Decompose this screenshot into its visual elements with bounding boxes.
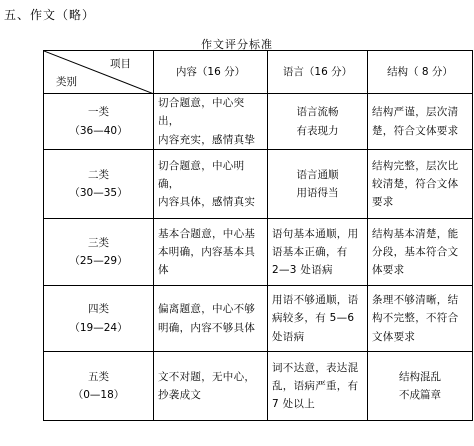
table-row — [44, 94, 473, 150]
text-line: 基本合题意，中心基 — [158, 227, 256, 240]
text-line: 分段，基本符合文 — [372, 245, 459, 258]
text-line: 乱，语病严重，有 — [272, 379, 359, 392]
category-range: （0—18） — [72, 389, 125, 402]
category-cell — [44, 150, 154, 219]
language-cell — [268, 150, 368, 219]
text-line: 结构基本清楚，能 — [372, 227, 459, 240]
category-range: （25—29） — [69, 255, 128, 268]
content-cell — [154, 150, 268, 219]
content-cell — [154, 94, 268, 150]
table-row — [44, 286, 473, 352]
text-line: 7 处以上 — [272, 398, 316, 411]
text-line: 内容充实，感情真挚 — [158, 133, 256, 146]
category-name: 五类 — [88, 370, 109, 383]
category-range: （19—24） — [69, 321, 128, 334]
category-name: 二类 — [88, 168, 109, 181]
table-row — [44, 352, 473, 421]
text-line: 2—3 处语病 — [272, 264, 333, 277]
corner-label-top: 项目 — [110, 58, 131, 70]
scoring-table — [43, 50, 473, 421]
header-row — [44, 51, 473, 94]
text-line: 抄袭成文 — [158, 389, 202, 402]
column-header-content: 内容（16 分） — [154, 51, 268, 94]
text-line: 切合题意，中心突出， — [158, 97, 245, 128]
corner-label-bottom: 类别 — [56, 75, 77, 88]
table-row — [44, 150, 473, 219]
category-name: 一类 — [88, 106, 109, 119]
table-row — [44, 219, 473, 286]
text-line: 本明确，内容基本具 — [158, 245, 256, 258]
column-header-structure: 结构（ 8 分） — [368, 51, 473, 94]
text-line: 用语得当 — [296, 187, 339, 200]
column-header-language: 语言（16 分） — [268, 51, 368, 94]
structure-cell — [368, 219, 473, 286]
text-line: 切合题意，中心明确， — [158, 159, 245, 190]
category-range: （30—35） — [69, 187, 128, 200]
content-cell — [154, 219, 268, 286]
text-line: 不成篇章 — [399, 389, 441, 402]
structure-cell — [368, 150, 473, 219]
category-cell — [44, 286, 154, 352]
category-cell — [44, 219, 154, 286]
text-line: 楚，符合文体要求 — [372, 124, 459, 137]
text-line: 明确，内容不够具体 — [158, 321, 256, 334]
text-line: 构不完整，不符合 — [372, 312, 459, 325]
text-line: 文不对题，无中心， — [158, 370, 256, 383]
header-corner-cell — [44, 51, 154, 94]
text-line: 用语不够通顺，语 — [272, 294, 359, 307]
structure-cell — [368, 286, 473, 352]
category-cell — [44, 352, 154, 421]
language-cell — [268, 219, 368, 286]
text-line: 病较多，有 5—6 — [272, 312, 355, 325]
category-name: 三类 — [88, 236, 109, 249]
content-cell — [154, 352, 268, 421]
text-line: 较清楚，符合文体 — [372, 177, 459, 190]
text-line: 语基本正确，有 — [272, 245, 348, 258]
text-line: 偏离题意，中心不够 — [158, 303, 256, 316]
structure-cell — [368, 94, 473, 150]
language-cell — [268, 286, 368, 352]
category-name: 四类 — [88, 303, 109, 316]
text-line: 处语病 — [272, 330, 305, 343]
structure-cell — [368, 352, 473, 421]
section-heading: 五、作文（略） — [4, 8, 96, 22]
language-cell — [268, 352, 368, 421]
text-line: 体 — [158, 264, 169, 277]
text-line: 有表现力 — [296, 124, 339, 137]
category-cell — [44, 94, 154, 150]
text-line: 体要求 — [372, 264, 405, 277]
content-cell — [154, 286, 268, 352]
text-line: 内容具体，感情真实 — [158, 196, 256, 209]
category-range: （36—40） — [69, 124, 128, 137]
text-line: 文体要求 — [372, 330, 416, 343]
text-line: 词不达意，表达混 — [272, 361, 359, 374]
text-line: 条理不够清晰，结 — [372, 294, 459, 307]
text-line: 结构严谨，层次清 — [372, 106, 459, 119]
text-line: 语言流畅 — [296, 106, 339, 119]
text-line: 结构完整，层次比 — [372, 159, 459, 172]
language-cell — [268, 94, 368, 150]
text-line: 要求 — [372, 196, 394, 209]
text-line: 结构混乱 — [399, 370, 441, 383]
table-caption: 作文评分标准 — [201, 38, 273, 51]
text-line: 语句基本通顺，用 — [272, 227, 359, 240]
text-line: 语言通顺 — [296, 168, 339, 181]
